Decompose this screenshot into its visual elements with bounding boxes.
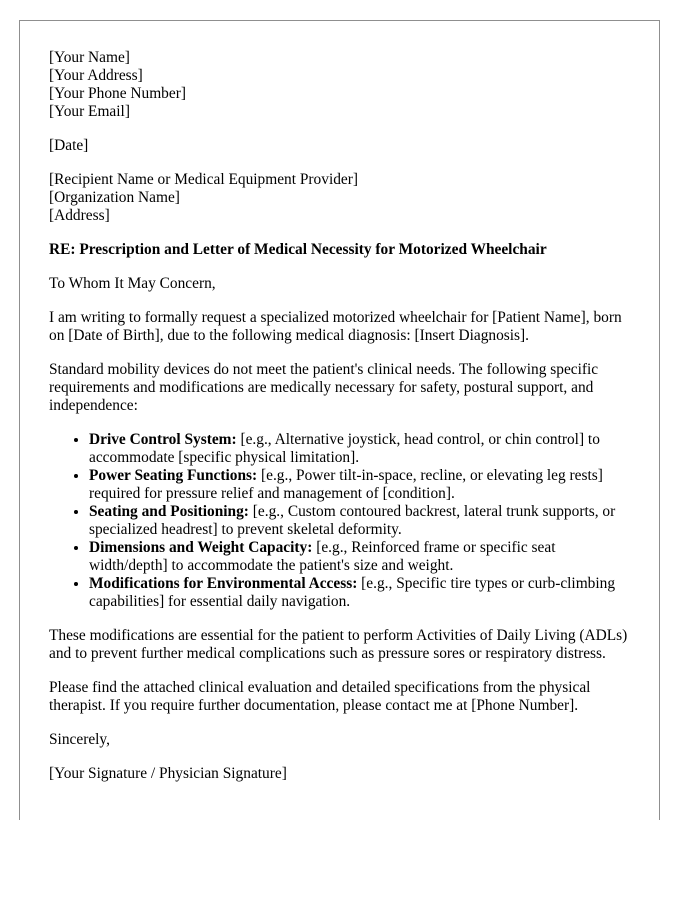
list-item [89,431,635,467]
requirement-label: Power Seating Functions: [89,467,258,484]
requirements-intro-paragraph: Standard mobility devices do not meet the patient's clinical needs. The following specific requirements and modifications are medically necessary for safety, postural support, and independence: [49,361,599,414]
salutation: To Whom It May Concern, [49,275,216,292]
letter-page [19,20,660,820]
requirement-text: [e.g., Power tilt-in-space, recline, or elevating leg rests] required for pressure relief and management of [condition]. [89,467,603,502]
requirement-label: Modifications for Environmental Access: [89,575,358,592]
list-item [89,503,635,539]
requirement-text: [e.g., Alternative joystick, head control, or chin control] to accommodate [specific physical limitation]. [89,431,600,466]
sender-name: [Your Name] [49,49,130,66]
signature-line: [Your Signature / Physician Signature] [49,765,287,782]
requirement-label: Seating and Positioning: [89,503,249,520]
recipient-address: [Address] [49,207,110,224]
recipient-organization: [Organization Name] [49,189,180,206]
requirement-label: Drive Control System: [89,431,237,448]
list-item [89,575,635,611]
requirement-text: [e.g., Custom contoured backrest, lateral trunk supports, or specialized headrest] to prevent skeletal deformity. [89,503,616,538]
closing-paragraph-adl: These modifications are essential for the patient to perform Activities of Daily Living (ADLs) and to prevent further medical complications such as pressure sores or respiratory distress. [49,627,628,662]
sender-phone: [Your Phone Number] [49,85,186,102]
requirement-text: [e.g., Reinforced frame or specific seat width/depth] to accommodate the patient's size and weight. [89,539,556,574]
sender-email: [Your Email] [49,103,130,120]
sender-address: [Your Address] [49,67,143,84]
requirement-label: Dimensions and Weight Capacity: [89,539,313,556]
requirement-text: [e.g., Specific tire types or curb-climbing capabilities] for essential daily navigation. [89,575,616,610]
closing-paragraph-contact: Please find the attached clinical evaluation and detailed specifications from the physical therapist. If you require further documentation, please contact me at [Phone Number]. [49,679,591,714]
sender-block [49,49,635,121]
subject-line: RE: Prescription and Letter of Medical Necessity for Motorized Wheelchair [49,241,547,258]
letter-body [49,49,635,783]
letter-date: [Date] [49,137,89,154]
recipient-block [49,171,635,225]
requirements-list [49,431,635,611]
date-block [49,137,635,155]
list-item [89,467,635,503]
signoff: Sincerely, [49,731,110,748]
list-item [89,539,635,575]
recipient-name: [Recipient Name or Medical Equipment Provider] [49,171,359,188]
intro-paragraph: I am writing to formally request a specialized motorized wheelchair for [Patient Name], born on [Date of Birth], due to the following medical diagnosis: [Insert Diagnosis]. [49,309,622,344]
